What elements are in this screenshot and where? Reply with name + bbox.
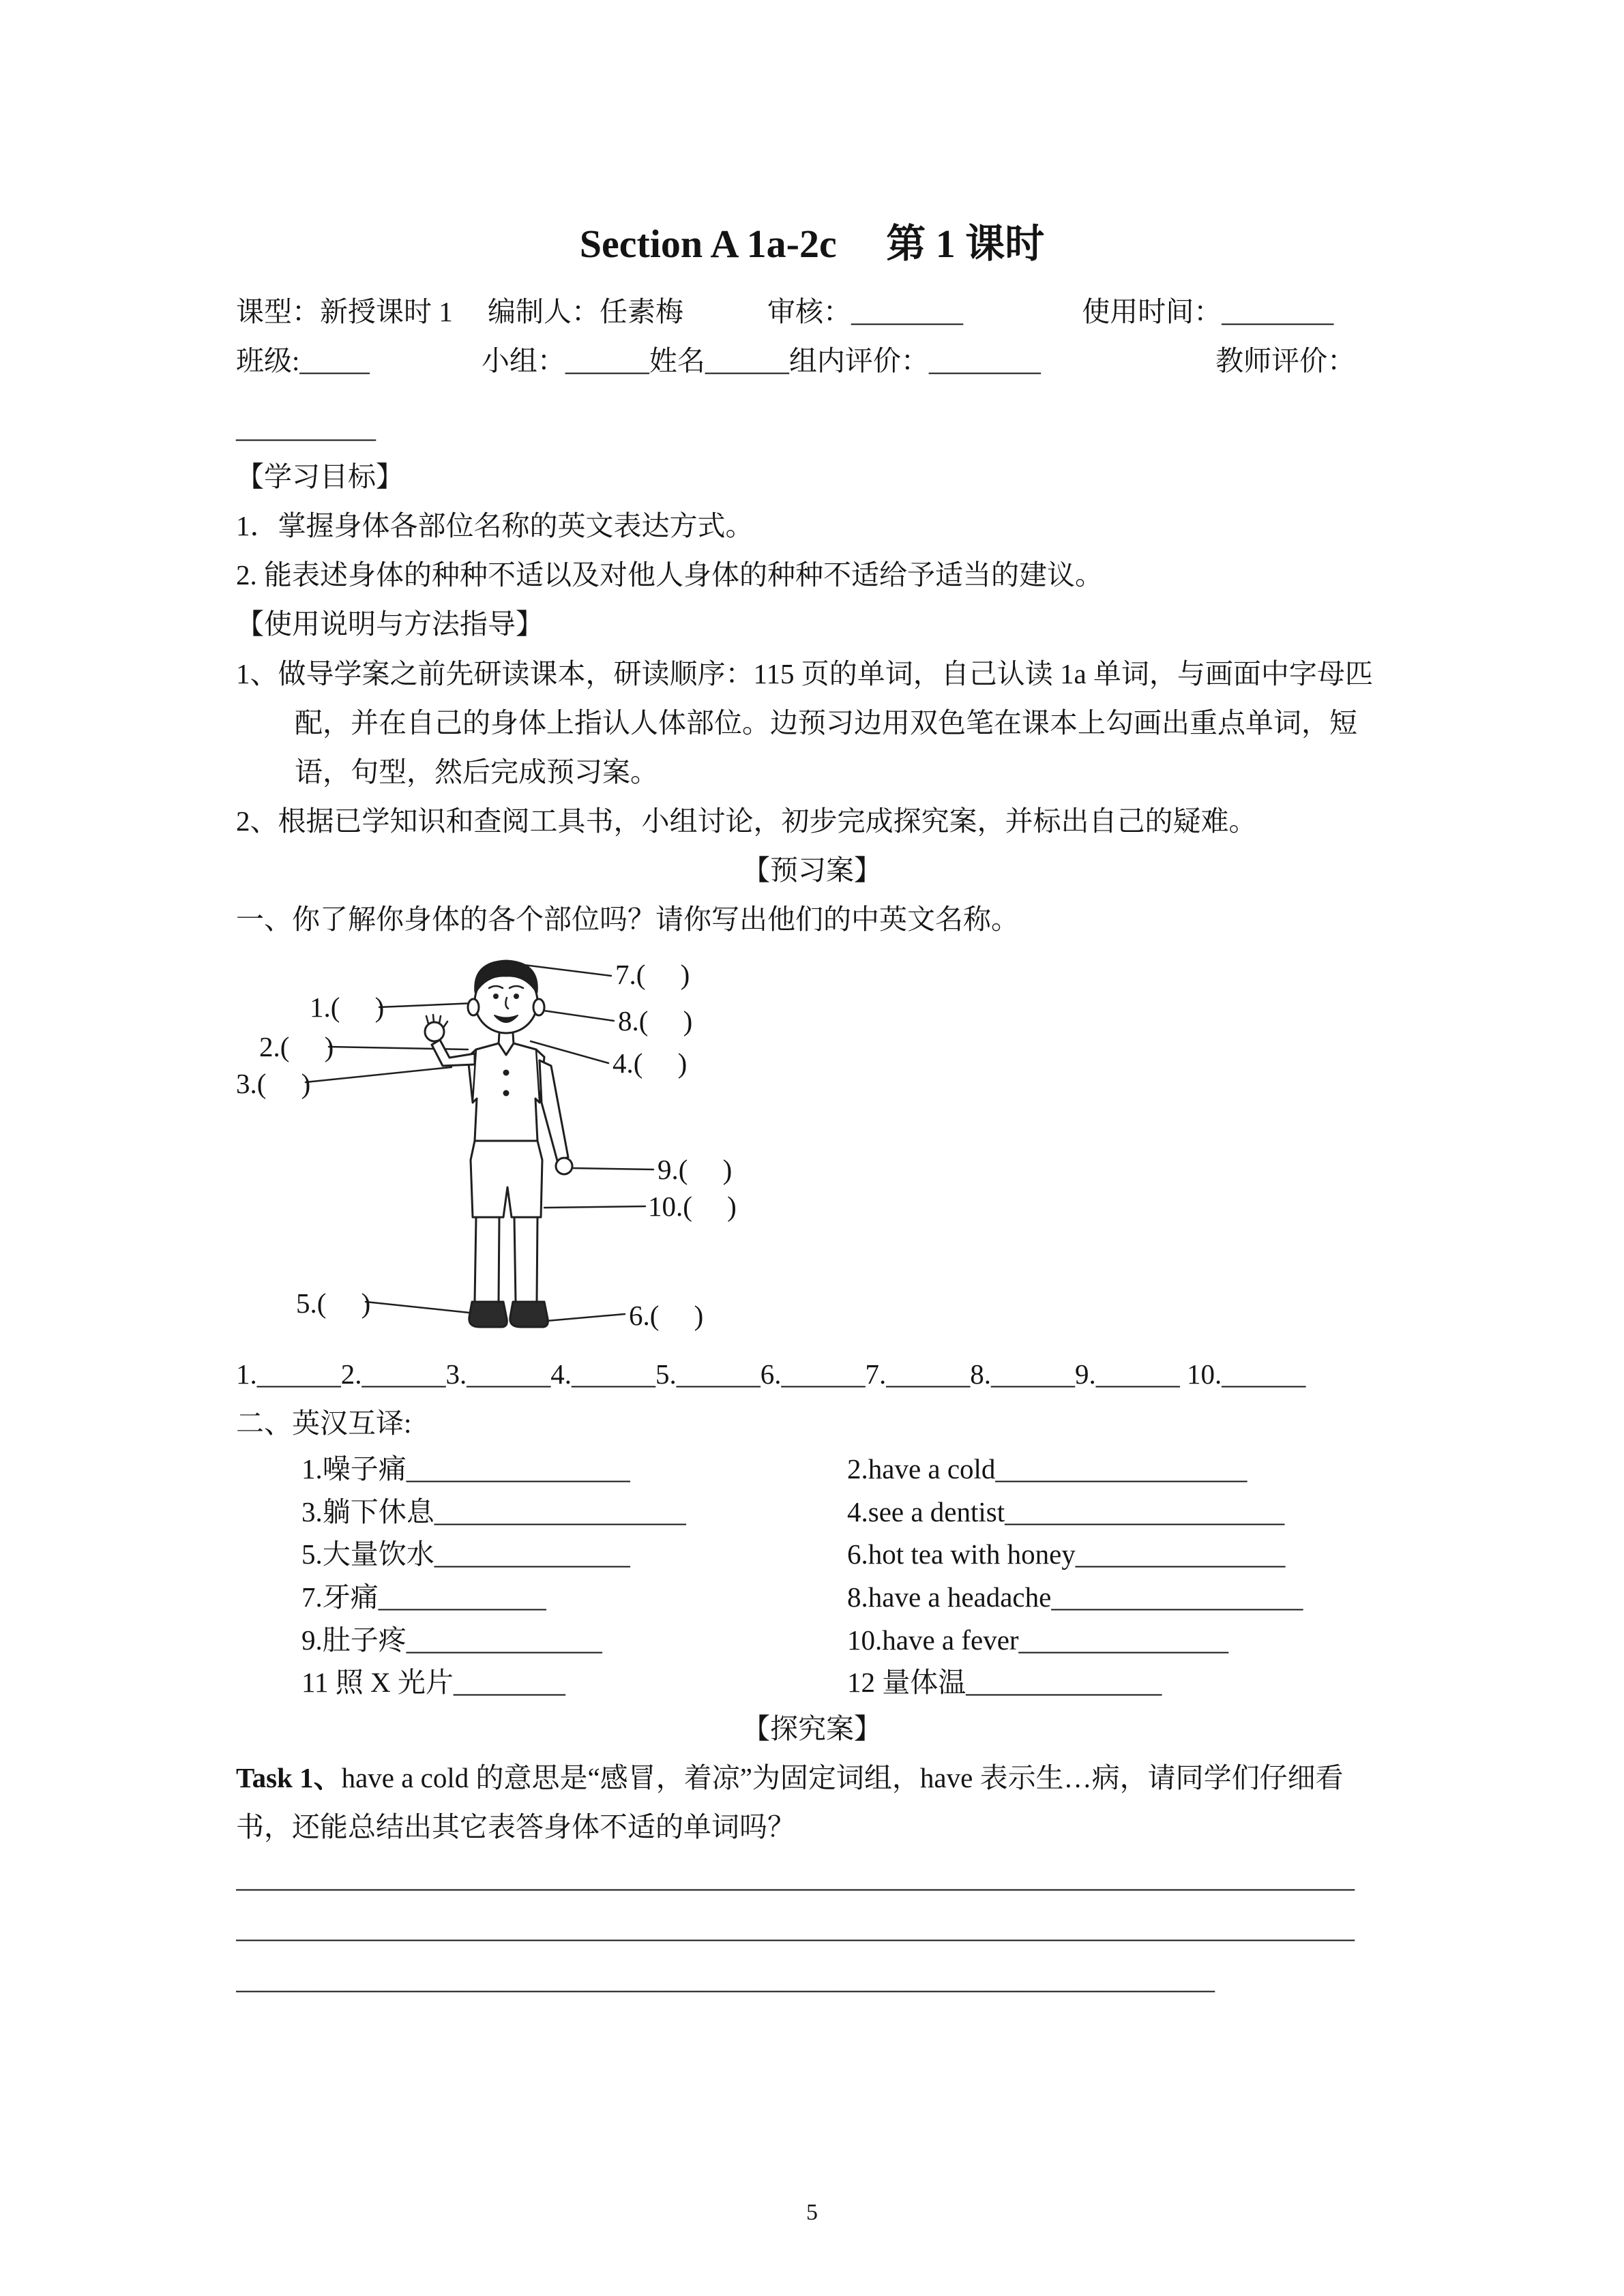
- inquiry-section-heading: 【探究案】: [742, 1713, 882, 1745]
- answer-line-3: ______________________________________________________________________: [236, 1963, 1215, 1995]
- translation-item-11: 11 照 X 光片________: [301, 1667, 565, 1699]
- boy-ear-right: [533, 999, 544, 1015]
- boy-hand-raised: [425, 1022, 444, 1041]
- figure-label-10: 10.( ): [648, 1190, 737, 1222]
- translation-item-1: 1.噪子痛________________: [301, 1452, 630, 1485]
- goals-heading: 【学习目标】: [236, 460, 404, 492]
- translation-item-4: 4.see a dentist____________________: [847, 1495, 1285, 1527]
- translation-item-5: 5.大量饮水______________: [301, 1538, 630, 1570]
- translation-item-9: 9.肚子疼______________: [301, 1624, 602, 1656]
- figure-label-1: 1.( ): [310, 991, 385, 1023]
- figure-answer-blanks: 1.______2.______3.______4.______5.______6.______7.______8.______9.______ 10.______: [236, 1358, 1306, 1390]
- figure-label-9: 9.( ): [658, 1153, 733, 1185]
- translation-item-6: 6.hot tea with honey_______________: [847, 1538, 1286, 1570]
- body-parts-figure: [236, 953, 836, 1347]
- goal-item-2: 2. 能表述身体的种种不适以及对他人身体的种种不适给予适当的建议。: [236, 559, 1103, 591]
- figure-label-5: 5.( ): [296, 1287, 371, 1319]
- answer-line-2: ________________________________________________________________________________: [236, 1912, 1355, 1944]
- task-1-text: have a cold 的意思是“感冒，着凉”为固定词组，have 表示生…病，请同学们仔细看书，还能总结出其它表答身体不适的单词吗？: [236, 1762, 1344, 1843]
- preview-section-heading: 【预习案】: [742, 854, 882, 886]
- preview-question-2: 二、英汉互译:: [236, 1407, 412, 1439]
- boy-hand-down: [556, 1158, 572, 1174]
- task-1-label: Task 1、: [236, 1762, 342, 1794]
- translation-item-10: 10.have a fever_______________: [847, 1624, 1229, 1656]
- meta-line-1: 课型：新授课时 1 编制人：任素梅 审核：________ 使用时间：________: [236, 295, 1334, 327]
- preview-question-1: 一、你了解你身体的各个部位吗？请你写出他们的中英文名称。: [236, 904, 1019, 936]
- figure-label-8: 8.( ): [618, 1004, 693, 1037]
- boy-eye-left: [493, 994, 499, 999]
- meta-line-3: __________: [236, 411, 376, 443]
- figure-label-4: 4.( ): [612, 1047, 688, 1079]
- translation-item-3: 3.躺下休息__________________: [301, 1495, 686, 1527]
- boy-arm-down: [540, 1060, 568, 1161]
- usage-item-2: 2、根据已学知识和查阅工具书，小组讨论，初步完成探究案，并标出自己的疑难。: [236, 805, 1257, 837]
- boy-leg-right: [514, 1217, 516, 1302]
- translation-item-12: 12 量体温______________: [847, 1667, 1162, 1699]
- answer-line-1: ________________________________________________________________________________: [236, 1861, 1355, 1893]
- figure-label-2: 2.( ): [259, 1030, 334, 1062]
- translation-item-7: 7.牙痛____________: [301, 1581, 546, 1613]
- page-title: Section A 1a-2c 第 1 课时: [579, 222, 1045, 266]
- goal-item-1: 1．掌握身体各部位名称的英文表达方式。: [236, 510, 754, 542]
- usage-item-1: 1、做导学案之前先研读课本，研读顺序：115 页的单词，自己认读 1a 单词，与画面中字母匹配，并在自己的身体上指认人体部位。边预习边用双色笔在课本上勾画出重点单词，短语，句型，然后完成预习案。: [236, 657, 1373, 788]
- boy-arm-raised: [432, 1040, 475, 1066]
- figure-label-6: 6.( ): [629, 1299, 704, 1331]
- translation-item-2: 2.have a cold__________________: [847, 1452, 1247, 1485]
- boy-leg-left: [475, 1217, 476, 1302]
- boy-ear-left: [468, 999, 479, 1015]
- boy-shoe-right: [510, 1302, 548, 1327]
- translation-exercise: [236, 1448, 1388, 1704]
- meta-line-2: 班级:_____ 小组：______姓名______组内评价：________ 教师评价：: [236, 344, 1356, 376]
- boy-eye-right: [514, 994, 519, 999]
- page-number: 5: [806, 2200, 818, 2226]
- figure-label-3: 3.( ): [236, 1067, 311, 1099]
- boy-shoe-left: [469, 1302, 507, 1327]
- usage-heading: 【使用说明与方法指导】: [236, 608, 544, 640]
- task-1-paragraph: [236, 1753, 1388, 1851]
- translation-item-8: 8.have a headache__________________: [847, 1581, 1303, 1613]
- boy-shorts: [471, 1141, 542, 1217]
- figure-label-7: 7.( ): [615, 958, 690, 990]
